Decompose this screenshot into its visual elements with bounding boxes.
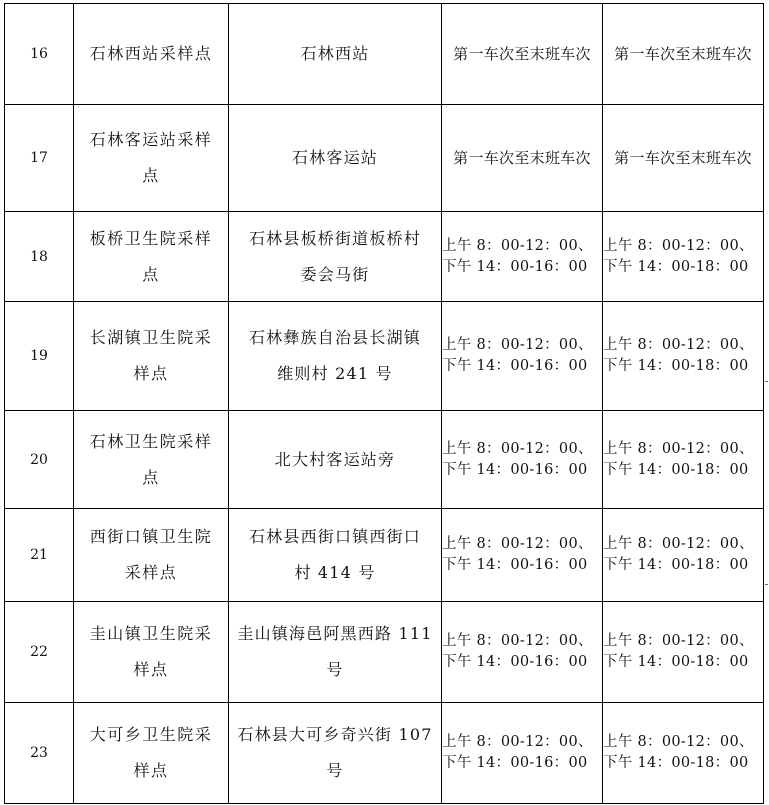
site-address-line: 维则村 241 号 bbox=[277, 364, 393, 383]
site-name bbox=[74, 302, 229, 411]
site-name bbox=[74, 703, 229, 804]
table-row bbox=[5, 703, 764, 804]
site-address-line: 石林客运站 bbox=[291, 148, 378, 167]
hours-weekend bbox=[603, 212, 764, 302]
hours-weekday-line: 上午 8：00-12：00、 bbox=[442, 536, 593, 552]
site-name-line: 圭山镇卫生院采 bbox=[89, 624, 213, 643]
table-row bbox=[5, 302, 764, 411]
hours-weekend bbox=[603, 703, 764, 804]
site-address-line: 委会马街 bbox=[300, 264, 370, 284]
site-name-line: 样点 bbox=[133, 364, 169, 383]
hours-weekday-line: 第一车次至末班车次 bbox=[453, 44, 591, 63]
row-number: 21 bbox=[5, 509, 74, 602]
hours-weekday-line: 上午 8：00-12：00、 bbox=[442, 337, 593, 353]
hours-weekday bbox=[442, 302, 603, 411]
site-name-line: 样点 bbox=[133, 660, 169, 679]
hours-weekend-line: 上午 8：00-12：00、 bbox=[603, 536, 754, 552]
hours-weekend bbox=[603, 302, 764, 411]
site-address bbox=[229, 302, 442, 411]
row-number: 23 bbox=[5, 703, 74, 804]
site-address bbox=[229, 105, 442, 212]
site-name-line: 西街口镇卫生院 bbox=[89, 527, 213, 546]
row-number: 16 bbox=[5, 4, 74, 105]
hours-weekday bbox=[442, 212, 603, 302]
hours-weekend-line: 下午 14：00-18：00 bbox=[603, 461, 749, 478]
site-address-line: 号 bbox=[326, 660, 344, 679]
site-name bbox=[74, 212, 229, 302]
site-address-line: 石林县西街口镇西街口 bbox=[248, 527, 421, 546]
site-name-line: 采样点 bbox=[124, 563, 178, 582]
hours-weekend bbox=[603, 105, 764, 212]
hours-weekday-line: 上午 8：00-12：00、 bbox=[442, 237, 593, 254]
hours-weekday-line: 第一车次至末班车次 bbox=[453, 148, 591, 167]
table-row bbox=[5, 602, 764, 703]
hours-weekday-line: 上午 8：00-12：00、 bbox=[442, 633, 593, 649]
hours-weekend-line: 下午 14：00-18：00 bbox=[603, 654, 749, 670]
table-body bbox=[5, 4, 764, 804]
site-name-line: 石林客运站采样 bbox=[89, 130, 213, 149]
hours-weekend bbox=[603, 602, 764, 703]
hours-weekday bbox=[442, 411, 603, 509]
hours-weekday-line: 上午 8：00-12：00、 bbox=[442, 440, 593, 457]
row-number: 17 bbox=[5, 105, 74, 212]
site-address-line: 石林县大可乡奇兴街 107 bbox=[237, 725, 433, 744]
site-address-line: 石林西站 bbox=[300, 44, 370, 63]
hours-weekday-line: 上午 8：00-12：00、 bbox=[442, 734, 593, 750]
hours-weekend-line: 上午 8：00-12：00、 bbox=[603, 734, 754, 750]
hours-weekend-line: 上午 8：00-12：00、 bbox=[603, 337, 754, 353]
site-address-line: 北大村客运站旁 bbox=[274, 449, 396, 469]
row-number: 19 bbox=[5, 302, 74, 411]
hours-weekday-line: 下午 14：00-16：00 bbox=[442, 358, 588, 374]
hours-weekday bbox=[442, 4, 603, 105]
hours-weekend-line: 第一车次至末班车次 bbox=[614, 44, 752, 63]
site-address bbox=[229, 509, 442, 602]
edge-mark bbox=[765, 381, 768, 382]
table-row bbox=[5, 509, 764, 602]
table-row bbox=[5, 212, 764, 302]
site-name-line: 点 bbox=[142, 166, 160, 185]
site-address bbox=[229, 602, 442, 703]
hours-weekend-line: 下午 14：00-18：00 bbox=[603, 258, 749, 275]
site-name-line: 点 bbox=[142, 264, 160, 284]
site-address bbox=[229, 703, 442, 804]
hours-weekday-line: 下午 14：00-16：00 bbox=[442, 258, 588, 275]
site-address bbox=[229, 411, 442, 509]
row-number: 22 bbox=[5, 602, 74, 703]
edge-mark bbox=[765, 584, 768, 585]
hours-weekend bbox=[603, 509, 764, 602]
site-address-line: 村 414 号 bbox=[294, 563, 376, 582]
site-address bbox=[229, 212, 442, 302]
row-number: 18 bbox=[5, 212, 74, 302]
hours-weekend bbox=[603, 411, 764, 509]
site-address bbox=[229, 4, 442, 105]
hours-weekday bbox=[442, 703, 603, 804]
hours-weekday-line: 下午 14：00-16：00 bbox=[442, 461, 588, 478]
hours-weekend-line: 上午 8：00-12：00、 bbox=[603, 633, 754, 649]
hours-weekend-line: 下午 14：00-18：00 bbox=[603, 358, 749, 374]
site-name bbox=[74, 105, 229, 212]
site-address-line: 石林彝族自治县长湖镇 bbox=[248, 328, 421, 347]
hours-weekend-line: 下午 14：00-18：00 bbox=[603, 557, 749, 573]
site-name bbox=[74, 4, 229, 105]
table-row bbox=[5, 105, 764, 212]
hours-weekday bbox=[442, 105, 603, 212]
site-name-line: 大可乡卫生院采 bbox=[89, 725, 213, 744]
table-row bbox=[5, 411, 764, 509]
site-name-line: 点 bbox=[142, 467, 160, 487]
site-name-line: 板桥卫生院采样 bbox=[89, 228, 213, 248]
site-name-line: 石林卫生院采样 bbox=[89, 431, 213, 451]
site-name bbox=[74, 602, 229, 703]
site-name-line: 石林西站采样点 bbox=[89, 44, 213, 63]
hours-weekday-line: 下午 14：00-16：00 bbox=[442, 654, 588, 670]
hours-weekend-line: 第一车次至末班车次 bbox=[614, 148, 752, 167]
site-name-line: 长湖镇卫生院采 bbox=[89, 328, 213, 347]
table-row bbox=[5, 4, 764, 105]
hours-weekday-line: 下午 14：00-16：00 bbox=[442, 755, 588, 771]
site-name-line: 样点 bbox=[133, 761, 169, 780]
site-name bbox=[74, 509, 229, 602]
hours-weekend bbox=[603, 4, 764, 105]
sampling-sites-table bbox=[4, 3, 764, 804]
site-address-line: 号 bbox=[326, 761, 344, 780]
hours-weekday-line: 下午 14：00-16：00 bbox=[442, 557, 588, 573]
hours-weekend-line: 上午 8：00-12：00、 bbox=[603, 440, 754, 457]
row-number: 20 bbox=[5, 411, 74, 509]
site-address-line: 圭山镇海邑阿黑西路 111 bbox=[237, 624, 433, 643]
hours-weekend-line: 上午 8：00-12：00、 bbox=[603, 237, 754, 254]
hours-weekday bbox=[442, 509, 603, 602]
hours-weekday bbox=[442, 602, 603, 703]
site-address-line: 石林县板桥街道板桥村 bbox=[248, 228, 421, 248]
site-name bbox=[74, 411, 229, 509]
hours-weekend-line: 下午 14：00-18：00 bbox=[603, 755, 749, 771]
